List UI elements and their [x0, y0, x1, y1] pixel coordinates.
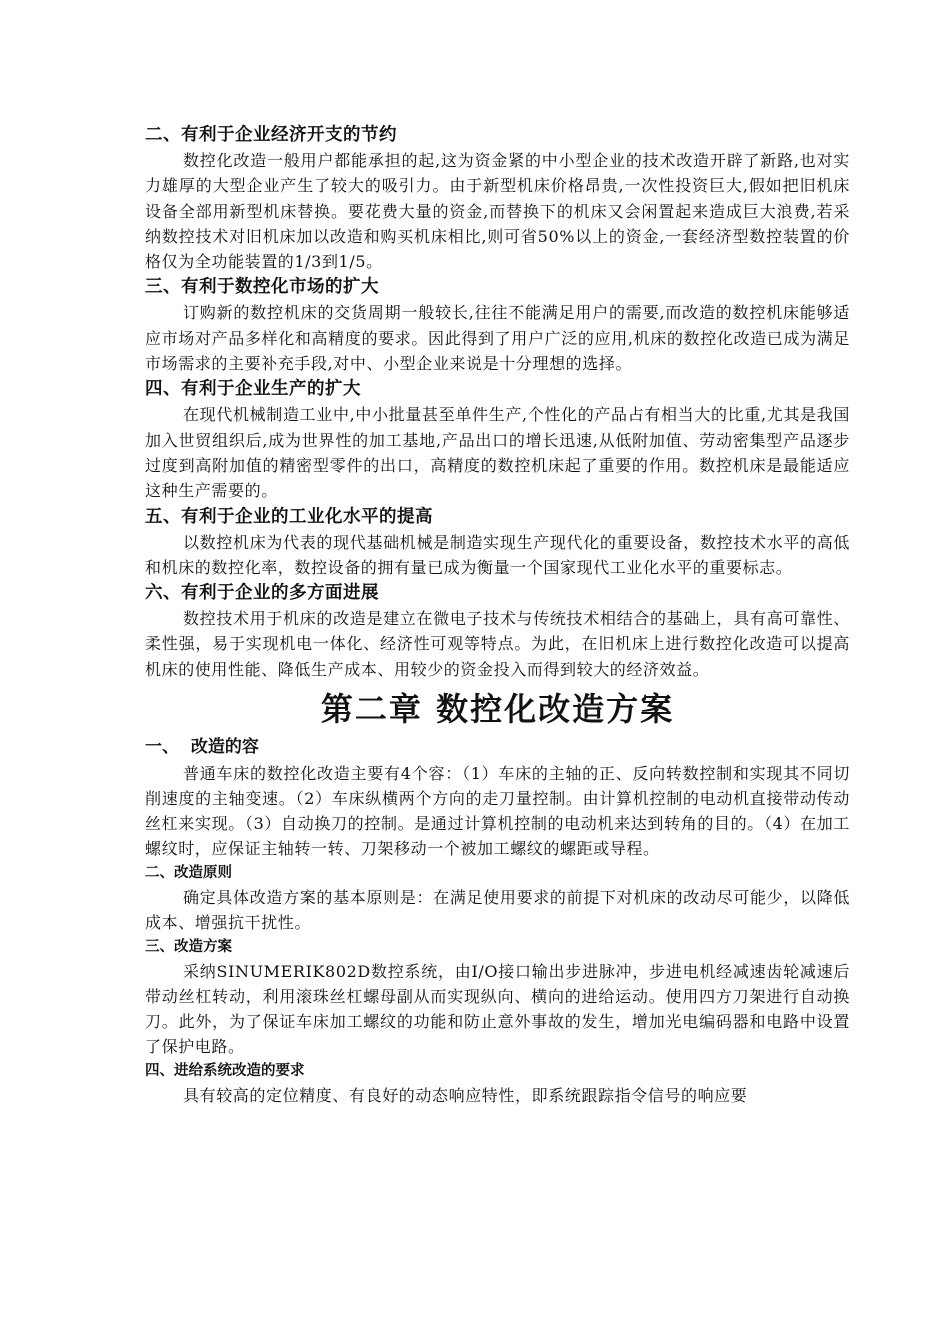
subsection-heading: 二、改造原则	[145, 865, 232, 882]
document-page	[145, 122, 850, 1108]
section-heading: 三、有利于数控化市场的扩大	[145, 277, 379, 298]
section-heading: 六、有利于企业的多方面进展	[145, 583, 379, 604]
subsection-heading: 三、改造方案	[145, 939, 232, 956]
subsection-heading: 一、 改造的容	[145, 737, 259, 758]
section-paragraph: 数控化改造一般用户都能承担的起,这为资金紧的中小型企业的技术改造开辟了新路,也对实力雄厚的大型企业产生了较大的吸引力。由于新型机床价格昂贵,一次性投资巨大,假如把旧机床设备全部用新型机床替换。要花费大量的资金,而替换下的机床又会闲置起来造成巨大浪费,若采纳数控技术对旧机床加以改造和购买机床相比,则可省50%以上的资金,一套经济型数控装置的价格仅为全功能装置的1/3到1/5。	[145, 151, 850, 272]
section-heading: 四、有利于企业生产的扩大	[145, 379, 361, 400]
section-paragraph: 数控技术用于机床的改造是建立在微电子技术与传统技术相结合的基础上，具有高可靠性、柔性强，易于实现机电一体化、经济性可观等特点。为此，在旧机床上进行数控化改造可以提高机床的使用性能、降低生产成本、用较少的资金投入而得到较大的经济效益。	[145, 609, 850, 679]
subsection-paragraph: 具有较高的定位精度、有良好的动态响应特性，即系统跟踪指令信号的响应要	[183, 1086, 748, 1106]
section-heading: 五、有利于企业的工业化水平的提高	[145, 506, 433, 527]
subsection-paragraph: 普通车床的数控化改造主要有4个容：（1）车床的主轴的正、反向转数控制和实现其不同切削速度的主轴变速。（2）车床纵横两个方向的走刀量控制。由计算机控制的电动机直接带动传动丝杠来实现。（3）自动换刀的控制。是通过计算机控制的电动机来达到转角的目的。（4）在加工螺纹时，应保证主轴转一转、刀架移动一个被加工螺纹的螺距或导程。	[145, 764, 850, 859]
section-paragraph: 订购新的数控机床的交货周期一般较长,往往不能满足用户的需要,而改造的数控机床能够适应市场对产品多样化和高精度的要求。因此得到了用户广泛的应用,机床的数控化改造已成为满足市场需求的主要补充手段,对中、小型企业来说是十分理想的选择。	[145, 303, 850, 374]
section-paragraph: 在现代机械制造工业中,中小批量甚至单件生产,个性化的产品占有相当大的比重,尤其是我国加入世贸组织后,成为世界性的加工基地,产品出口的增长迅速,从低附加值、劳动密集型产品逐步过度到高附加值的精密型零件的出口，高精度的数控机床起了重要的作用。数控机床是最能适应这种生产需要的。	[145, 405, 850, 501]
section-heading: 二、有利于企业经济开支的节约	[145, 125, 397, 145]
subsection-heading: 四、进给系统改造的要求	[145, 1063, 305, 1080]
subsection-paragraph: 采纳SINUMERIK802D数控系统，由I/O接口输出步进脉冲，步进电机经减速齿轮减速后带动丝杠转动，利用滚珠丝杠螺母副从而实现纵向、横向的进给运动。使用四方刀架进行自动换刀。此外，为了保证车床加工螺纹的功能和防止意外事故的发生，增加光电编码器和电路中设置了保护电路。	[145, 962, 850, 1057]
subsection-paragraph: 确定具体改造方案的基本原则是：在满足使用要求的前提下对机床的改动尽可能少，以降低成本、增强抗干扰性。	[145, 888, 850, 933]
section-paragraph: 以数控机床为代表的现代基础机械是制造实现生产现代化的重要设备，数控技术水平的高低和机床的数控化率，数控设备的拥有量已成为衡量一个国家现代工业化水平的重要标志。	[145, 532, 850, 577]
chapter-title: 第二章 数控化改造方案	[320, 690, 675, 729]
